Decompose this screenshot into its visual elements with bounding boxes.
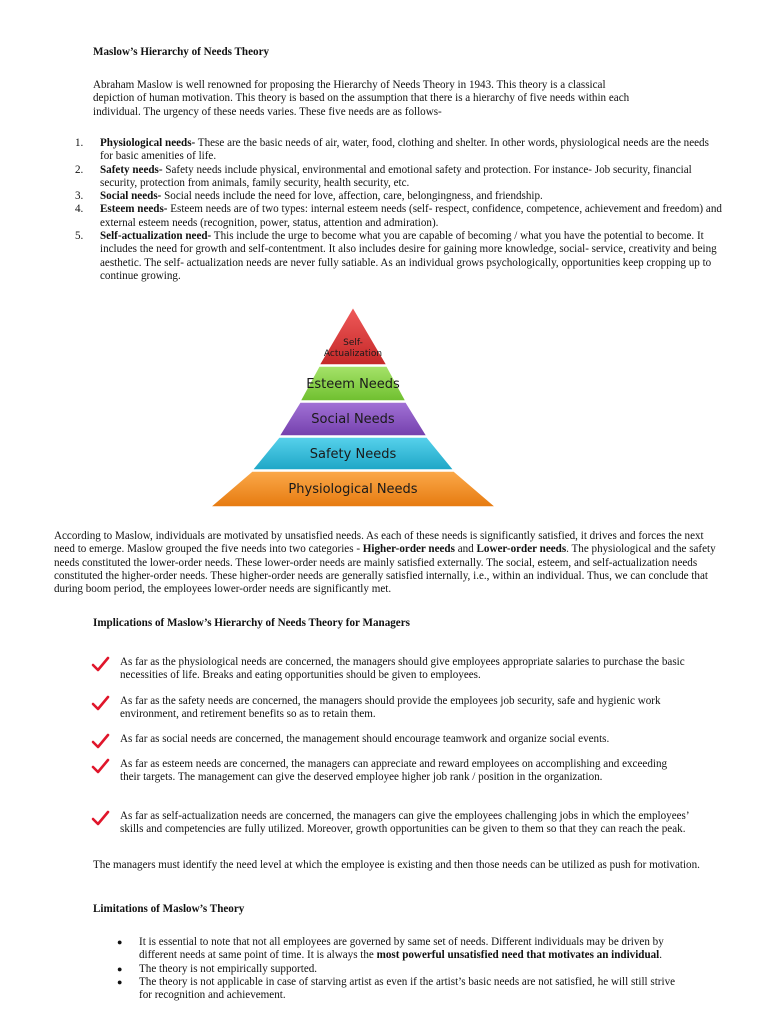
limitation-text: The theory is not applicable in case of starving artist as even if the artist’s basic needs are not satisfied, he will still strive for recognition and achievement. (139, 975, 676, 1002)
list-item (75, 164, 723, 191)
list-number: 2. (75, 163, 84, 176)
list-item (75, 137, 723, 164)
list-number: 3. (75, 190, 84, 203)
checkmark-icon (90, 695, 110, 711)
checkmark-icon (90, 758, 110, 774)
implication-text: As far as esteem needs are concerned, the managers can appreciate and reward employees on accomplishing and exceeding their targets. The management can give the deserved employee higher job rank / position in the organization. (120, 758, 668, 784)
limitation-emphasis: most powerful unsatisfied need that motivates an individual (376, 949, 660, 962)
implication-text: As far as the safety needs are concerned, the managers should provide the employees job security, safe and hygienic work environment, and retirement benefits so as to retain them. (120, 695, 661, 721)
motivation-text: According to Maslow, individuals are motivated by unsatisfied needs. As each of these needs is significantly satisfied, it drives and forces the next need to emerge. Maslow grouped the five needs into two categories - (54, 530, 704, 556)
higher-order-needs: Higher-order needs (362, 543, 455, 556)
bullet-icon: ● (117, 963, 123, 974)
intro-line: depiction of human motivation. This theory is based on the assumption that there is a hierarchy of five needs within each (93, 92, 630, 105)
limitation-text: The theory is not empirically supported. (139, 962, 318, 975)
checkmark-icon (90, 656, 110, 672)
need-name: Self-actualization need- (100, 230, 212, 243)
list-number: 4. (75, 203, 84, 216)
limitations-list (115, 936, 685, 1002)
list-item (115, 963, 685, 976)
implication-text: As far as social needs are concerned, the management should encourage teamwork and organize social events. (120, 733, 610, 745)
limitation-text: . (659, 949, 663, 962)
motivation-paragraph (54, 530, 726, 596)
list-item (75, 203, 723, 230)
need-text: Esteem needs are of two types: internal esteem needs (self- respect, confidence, competence, achievement and freedom) and external esteem needs (recognition, power, status, attention and admiration). (100, 203, 722, 229)
implication-item (90, 758, 690, 785)
list-item (75, 230, 723, 283)
pyramid-label-self-actualization-2: Actualization (323, 349, 383, 359)
implication-item (90, 810, 690, 837)
bullet-icon: ● (117, 976, 123, 987)
need-text: This include the urge to become what you are capable of becoming / what you have the potential to become. It includes the need for growth and self-contentment. It also includes desire for gaining more knowledge, social- service, creativity and being aesthetic. The self- actualization needs are never fully satiable. As an individual grows psychologically, opportunities keep cropping up to continue growing. (100, 230, 717, 282)
implications-heading: Implications of Maslow’s Hierarchy of Needs Theory for Managers (93, 617, 410, 629)
implication-item (90, 695, 690, 722)
list-item (115, 976, 685, 1003)
motivation-text: . The physiological and the safety needs constituted the lower-order needs. These lower-order needs are mainly satisfied externally. The social, esteem, and self-actualization needs constituted the higher-order needs. These higher-order needs are generally satisfied internally, i.e., within an individual. Thus, we can conclude that during boom period, the employees lower-order needs are significantly met. (54, 543, 716, 596)
implication-text: As far as the physiological needs are concerned, the managers should give employees appropriate salaries to purchase the basic necessities of life. Breaks and eating opportunities should be given to employees. (120, 656, 685, 682)
need-name: Safety needs- (100, 163, 163, 176)
closing-paragraph: The managers must identify the need level at which the employee is existing and then those needs can be utilized as push for motivation. (93, 859, 700, 871)
pyramid-label-physiological: Physiological Needs (288, 482, 418, 497)
checkmark-icon (90, 733, 110, 749)
need-name: Physiological needs- (100, 137, 196, 149)
need-name: Social needs- (100, 190, 162, 203)
motivation-text: and (454, 543, 477, 556)
implication-item (90, 656, 690, 683)
pyramid-label-esteem: Esteem Needs (306, 377, 400, 392)
pyramid-label-self-actualization-1: Self- (343, 338, 363, 348)
pyramid-label-safety: Safety Needs (309, 447, 397, 462)
list-number: 5. (75, 230, 84, 243)
checkmark-icon (90, 810, 110, 826)
list-item (75, 190, 723, 203)
implication-item (90, 733, 690, 746)
bullet-icon: ● (117, 937, 123, 947)
implication-text: As far as self-actualization needs are concerned, the managers can give the employees challenging jobs in which the employees’ skills and competencies are fully utilized. Moreover, growth opportunities can be given to them so that they can reach the peak. (120, 810, 689, 836)
hierarchy-pyramid (204, 305, 502, 510)
lower-order-needs: Lower-order needs (476, 543, 567, 556)
intro-line: Abraham Maslow is well renowned for proposing the Hierarchy of Needs Theory in 1943. This theory is a classical (93, 79, 606, 91)
list-item (115, 936, 685, 963)
document-title: Maslow’s Hierarchy of Needs Theory (93, 46, 270, 58)
need-text: These are the basic needs of air, water, food, clothing and shelter. In other words, physiological needs are the needs for basic amenities of life. (100, 137, 709, 163)
limitations-heading: Limitations of Maslow’s Theory (93, 903, 245, 915)
need-name: Esteem needs- (100, 203, 168, 216)
intro-paragraph (93, 79, 713, 119)
intro-line: individual. The urgency of these needs varies. These five needs are as follows- (93, 105, 442, 118)
need-text: Social needs include the need for love, affection, care, belongingness, and friendship. (161, 190, 543, 203)
need-text: Safety needs include physical, environmental and emotional safety and protection. For instance- Job security, financial security, protection from animals, family security, health security, etc. (100, 163, 692, 189)
list-number: 1. (75, 137, 84, 149)
limitation-text: It is essential to note that not all employees are governed by same set of needs. Different individuals may be driven by different needs at same point of time. It is always the (139, 936, 664, 962)
needs-list (75, 137, 723, 283)
pyramid-label-social: Social Needs (311, 412, 395, 427)
